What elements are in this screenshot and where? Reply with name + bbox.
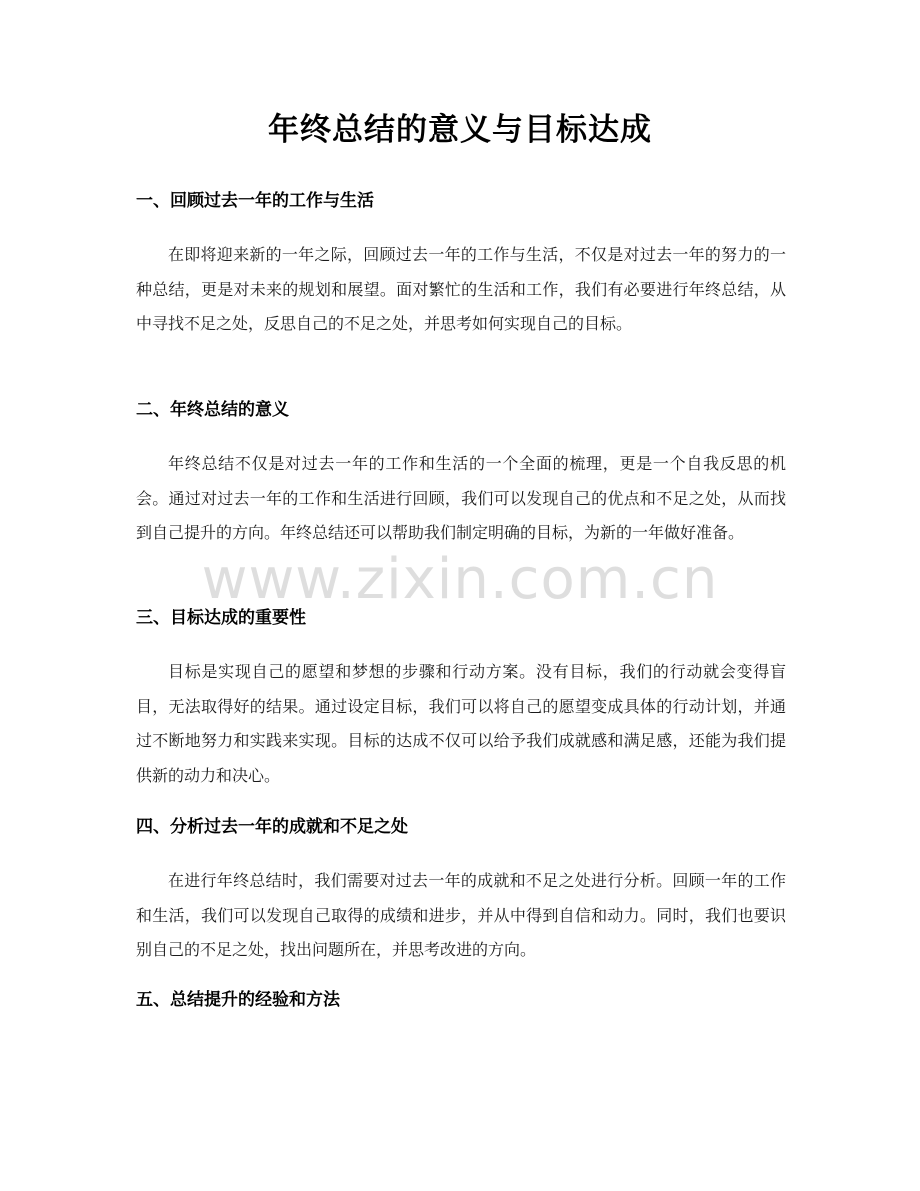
section-paragraph: 在进行年终总结时，我们需要对过去一年的成就和不足之处进行分析。回顾一年的工作和生活，我们可以发现自己取得的成绩和进步，并从中得到自信和动力。同时，我们也要识别自己的不足之处，找出问题所在，并思考改进的方向。 [136,871,786,959]
section-heading: 一、回顾过去一年的工作与生活 [136,191,374,211]
section-paragraph: 年终总结不仅是对过去一年的工作和生活的一个全面的梳理，更是一个自我反思的机会。通过对过去一年的工作和生活进行回顾，我们可以发现自己的优点和不足之处，从而找到自己提升的方向。年终总结还可以帮助我们制定明确的目标，为新的一年做好准备。 [136,454,786,542]
document-title: 年终总结的意义与目标达成 [268,112,652,148]
section-1 [136,188,786,342]
section-5 [136,987,786,1013]
section-heading: 三、目标达成的重要性 [136,608,306,628]
section-heading: 五、总结提升的经验和方法 [136,990,340,1010]
watermark: www.zixin.com.cn [201,547,719,612]
section-2 [136,397,786,551]
section-paragraph: 在即将迎来新的一年之际，回顾过去一年的工作与生活，不仅是对过去一年的努力的一种总结，更是对未来的规划和展望。面对繁忙的生活和工作，我们有必要进行年终总结，从中寻找不足之处，反思自己的不足之处，并思考如何实现自己的目标。 [136,245,786,333]
section-heading: 二、年终总结的意义 [136,400,289,420]
section-4 [136,814,786,968]
section-3 [136,605,786,793]
section-heading: 四、分析过去一年的成就和不足之处 [136,817,408,837]
section-paragraph: 目标是实现自己的愿望和梦想的步骤和行动方案。没有目标，我们的行动就会变得盲目，无法取得好的结果。通过设定目标，我们可以将自己的愿望变成具体的行动计划，并通过不断地努力和实践来实现。目标的达成不仅可以给予我们成就感和满足感，还能为我们提供新的动力和决心。 [136,662,786,785]
